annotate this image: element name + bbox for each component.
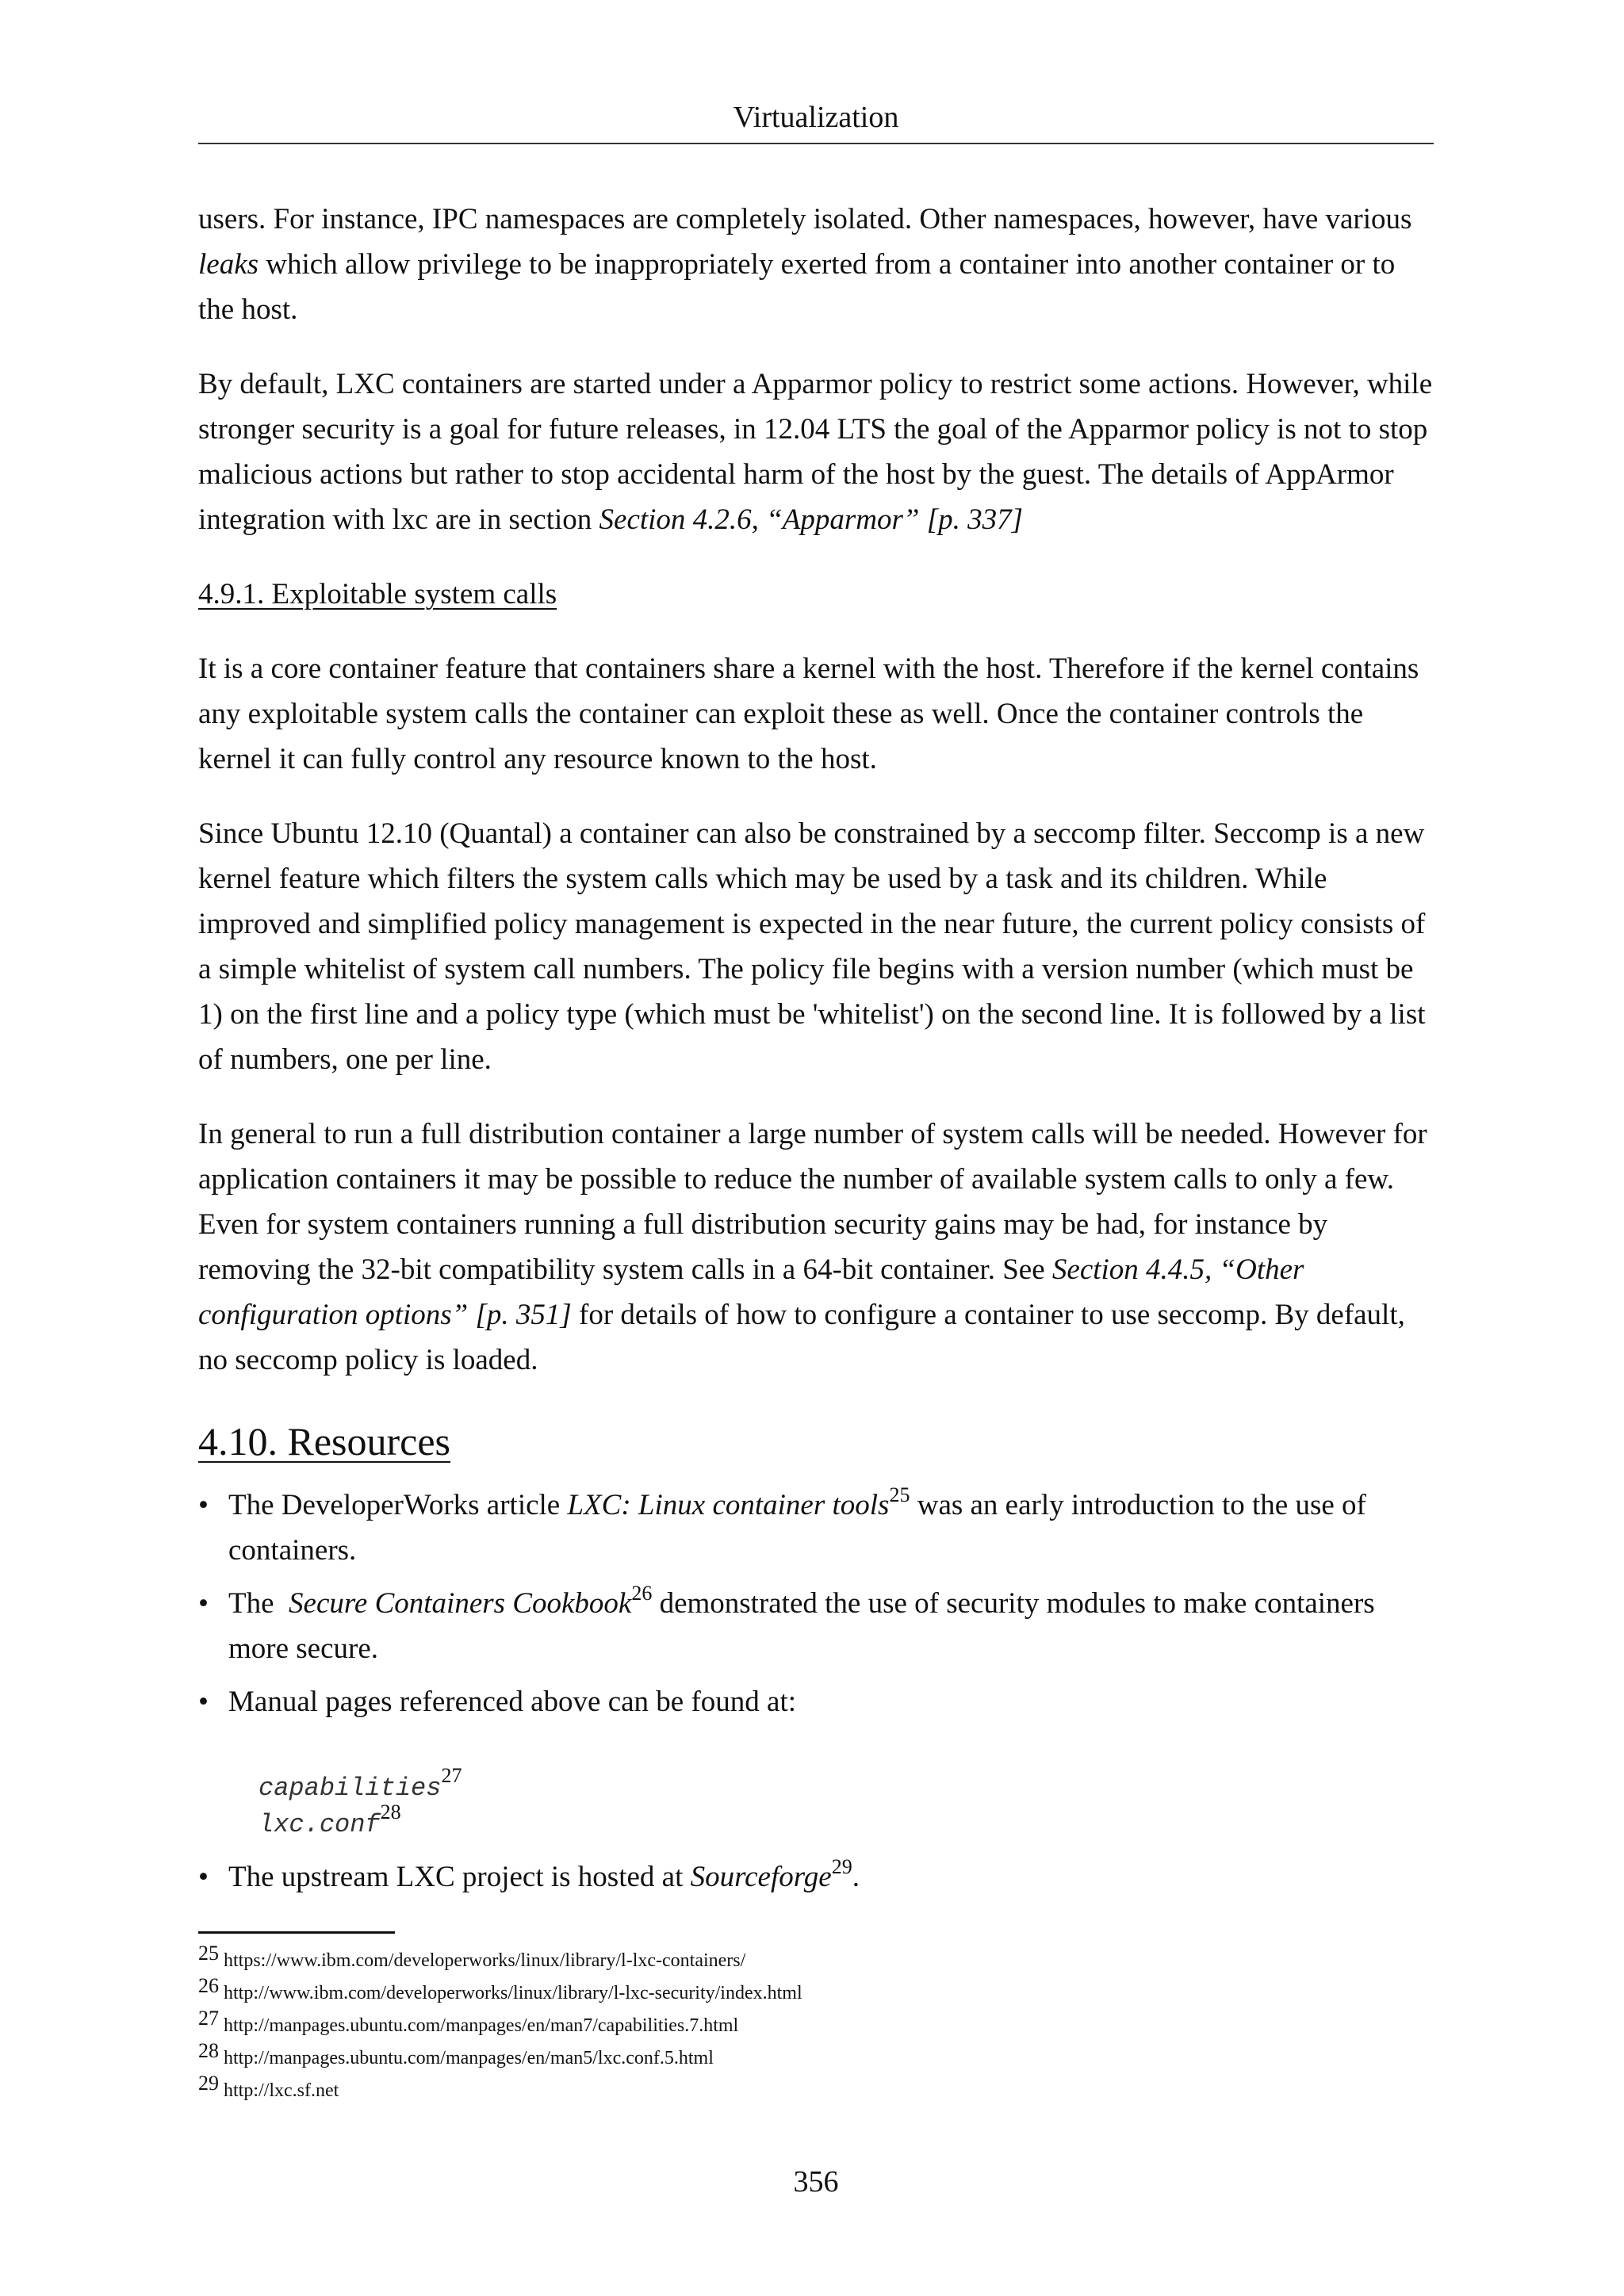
bullet-icon: • bbox=[198, 1587, 209, 1620]
footnote-number: 28 bbox=[198, 2039, 219, 2062]
cross-reference-config-options[interactable]: Section 4.4.5, “Other configuration options” [p. 351] bbox=[198, 1253, 1304, 1331]
footnote-number: 29 bbox=[198, 2072, 219, 2095]
paragraph-text: In general to run a full distribution container a large number of system calls will be needed. However for application containers it may be possible to reduce the number of available system calls to only a few. Even for system containers running a full distribution security gains may be had, for instance by removing the 32-bit compatibility system calls in a 64-bit container. See bbox=[198, 1118, 1427, 1286]
footnote-ref[interactable]: 29 bbox=[831, 1855, 852, 1878]
resources-list bbox=[198, 1483, 1434, 1900]
paragraph-text: which allow privilege to be inappropriately exerted from a container into another container or to the host. bbox=[198, 248, 1396, 326]
footnote bbox=[198, 2074, 1434, 2107]
paragraph-text: for details of how to configure a container to use seccomp. By default, no seccomp policy is loaded. bbox=[198, 1299, 1405, 1376]
document-page bbox=[198, 0, 1434, 2296]
footnote-url[interactable]: http://manpages.ubuntu.com/manpages/en/man5/lxc.conf.5.html bbox=[224, 2048, 714, 2068]
manpage-list bbox=[259, 1764, 1434, 1843]
footnote bbox=[198, 2009, 1434, 2042]
bullet-icon: • bbox=[198, 1489, 209, 1521]
article-link[interactable]: LXC: Linux container tools bbox=[567, 1489, 890, 1521]
footnote-number: 27 bbox=[198, 2007, 219, 2030]
list-item bbox=[198, 1679, 1434, 1843]
footnotes bbox=[198, 1944, 1434, 2107]
list-item-text: The bbox=[228, 1587, 289, 1620]
section-title-resources: 4.10. Resources bbox=[198, 1419, 450, 1464]
footnote bbox=[198, 1944, 1434, 1976]
footnote-number: 25 bbox=[198, 1942, 219, 1965]
paragraph-text: By default, LXC containers are started under a Apparmor policy to restrict some actions. However, while stronger security is a goal for future releases, in 12.04 LTS the goal of the Apparmor policy is not to stop malicious actions but rather to stop accidental harm of the host by the guest. The details of AppArmor integration with lxc are in section bbox=[198, 368, 1433, 536]
sourceforge-link[interactable]: Sourceforge bbox=[690, 1861, 832, 1893]
body-text bbox=[198, 197, 1434, 1908]
list-item-text: was an early introduction to the use of containers. bbox=[228, 1489, 1366, 1567]
footnote-ref[interactable]: 26 bbox=[631, 1582, 653, 1605]
subsection-title: 4.9.1. Exploitable system calls bbox=[198, 578, 557, 610]
list-item bbox=[198, 1483, 1434, 1573]
footnote-ref[interactable]: 25 bbox=[889, 1483, 910, 1506]
footnote-ref[interactable]: 28 bbox=[380, 1800, 401, 1823]
footnote-url[interactable]: http://www.ibm.com/developerworks/linux/library/l-lxc-security/index.html bbox=[224, 1983, 802, 2003]
header-rule bbox=[198, 143, 1434, 144]
running-header: Virtualization bbox=[733, 101, 899, 134]
footnote-ref[interactable]: 27 bbox=[441, 1764, 462, 1787]
bullet-icon: • bbox=[198, 1686, 209, 1718]
list-item-text: The upstream LXC project is hosted at bbox=[228, 1861, 691, 1893]
paragraph-text: users. For instance, IPC namespaces are completely isolated. Other namespaces, however, have various bbox=[198, 203, 1412, 235]
list-item-text: The DeveloperWorks article bbox=[228, 1489, 568, 1521]
footnote bbox=[198, 1976, 1434, 2009]
manpage-link-lxc-conf[interactable]: lxc.conf bbox=[259, 1810, 381, 1839]
footnote-number: 26 bbox=[198, 1974, 219, 1997]
paragraph-system-calls bbox=[198, 1112, 1434, 1383]
paragraph-namespaces bbox=[198, 197, 1434, 332]
list-item-text: demonstrated the use of security modules to make containers more secure. bbox=[228, 1587, 1375, 1665]
cross-reference-apparmor[interactable]: Section 4.2.6, “Apparmor” [p. 337] bbox=[599, 503, 1024, 536]
paragraph-kernel: It is a core container feature that containers share a kernel with the host. Therefore if the kernel contains any exploitable system calls the container can exploit these as well. Once the container controls the kernel it can fully control any resource known to the host. bbox=[198, 652, 1419, 775]
footnote-url[interactable]: http://manpages.ubuntu.com/manpages/en/man7/capabilities.7.html bbox=[224, 2015, 739, 2036]
footnote-url[interactable]: http://lxc.sf.net bbox=[224, 2080, 339, 2101]
footnote-url[interactable]: https://www.ibm.com/developerworks/linux/library/l-lxc-containers/ bbox=[224, 1950, 746, 1971]
list-item-text: . bbox=[852, 1861, 860, 1893]
manpage-entry bbox=[259, 1764, 1434, 1807]
bullet-icon: • bbox=[198, 1861, 209, 1893]
footnote bbox=[198, 2039, 1434, 2074]
list-item bbox=[198, 1854, 1434, 1900]
manpage-link-capabilities[interactable]: capabilities bbox=[259, 1774, 442, 1803]
emphasis-leaks: leaks bbox=[198, 248, 259, 281]
list-item-text: Manual pages referenced above can be found at: bbox=[228, 1686, 797, 1718]
paragraph-seccomp: Since Ubuntu 12.10 (Quantal) a container can also be constrained by a seccomp filter. Seccomp is a new kernel feature which filters the system calls which may be used by a task and its children. While improved and simplified policy management is expected in the near future, the current policy consists of a simple whitelist of system call numbers. The policy file begins with a version number (which must be 1) on the first line and a policy type (which must be 'whitelist') on the second line. It is followed by a list of numbers, one per line. bbox=[198, 817, 1426, 1076]
manpage-entry bbox=[259, 1800, 1434, 1843]
paragraph-apparmor bbox=[198, 362, 1434, 542]
footnote-rule bbox=[198, 1931, 395, 1934]
list-item bbox=[198, 1581, 1434, 1671]
cookbook-link[interactable]: Secure Containers Cookbook bbox=[289, 1587, 632, 1620]
page-number: 356 bbox=[793, 2165, 839, 2198]
